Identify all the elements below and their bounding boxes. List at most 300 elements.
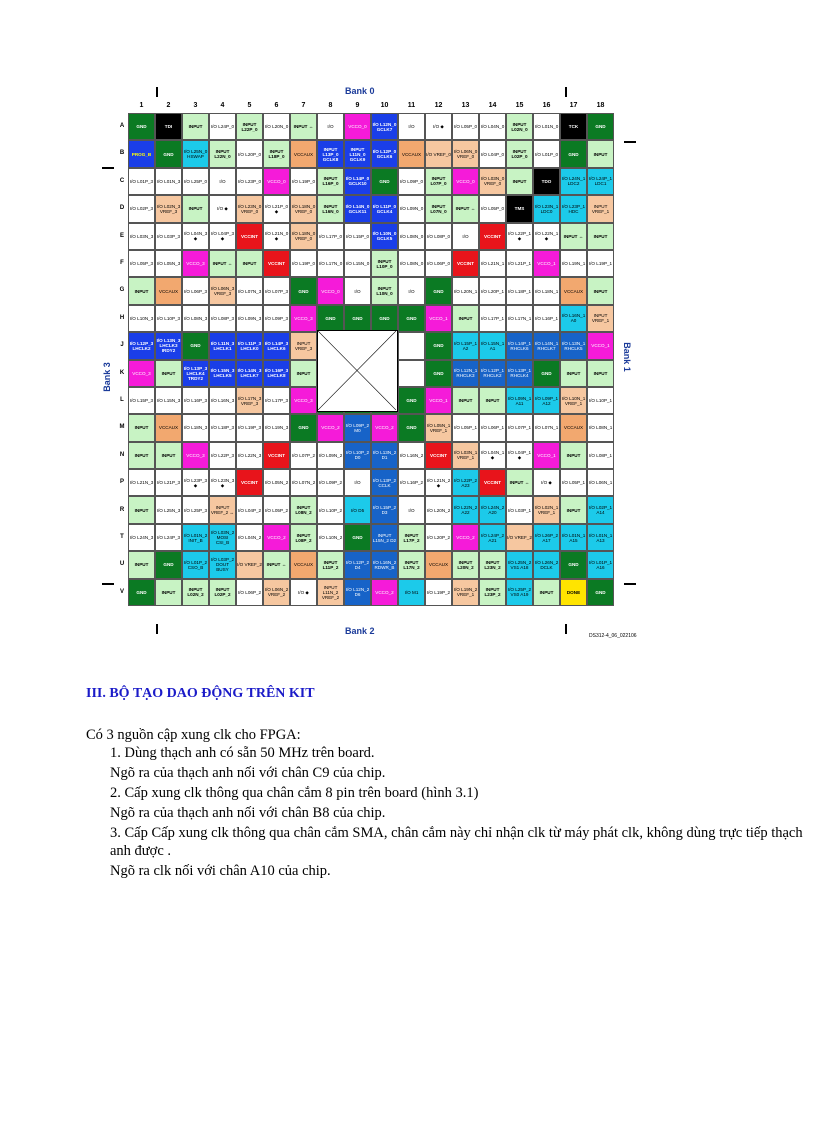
pin-cell: INPUT L13P_0 GCLK8: [317, 140, 344, 167]
pin-cell: I/O L18N_3: [182, 414, 209, 441]
pin-cell: VCCINT: [236, 469, 263, 496]
pin-cell: INPUT L07N_0: [425, 195, 452, 222]
pin-cell: GND: [398, 305, 425, 332]
center-x-lines: [318, 331, 396, 410]
pin-cell: I/O L05N_3: [155, 250, 182, 277]
pin-cell: I/O L24P_3: [155, 524, 182, 551]
pin-cell: I/O L02P_3: [128, 195, 155, 222]
pin-cell: I/O L25P_3: [182, 496, 209, 523]
pin-cell: VCCAUX: [425, 551, 452, 578]
pin-cell: I/O L23N_0 VREF_0: [236, 195, 263, 222]
pin-cell: I/O L15P_2 D3: [371, 496, 398, 523]
pin-cell: I/O L21P_1: [506, 250, 533, 277]
pin-cell: I/O L12P_2 D4: [344, 551, 371, 578]
row-letter: L: [120, 397, 124, 403]
pin-cell: INPUT L16P_0: [317, 168, 344, 195]
pin-cell: GND: [371, 168, 398, 195]
pin-cell: I/O L25N_2 VS1 A18: [506, 551, 533, 578]
pin-cell: INPUT ↔: [452, 195, 479, 222]
list-item-2: 2. Cấp xung clk thông qua chân cắm 8 pin trên board (hình 3.1): [110, 785, 479, 801]
row-letter: D: [119, 205, 125, 212]
pin-cell: I/O L06P_0: [425, 250, 452, 277]
pin-cell: INPUT L22P_0: [236, 113, 263, 140]
row-letter: M: [119, 424, 125, 431]
pin-cell: INPUT VREF_1: [587, 305, 614, 332]
row-letter: U: [119, 561, 125, 568]
list-item-3-note: Ngõ ra clk nối với chân A10 của chip.: [110, 863, 331, 879]
pin-cell: I/O L21N_3: [128, 469, 155, 496]
bank-1-label: Bank 1: [621, 342, 632, 372]
pin-cell: I/O L21P_3: [155, 469, 182, 496]
pin-cell: VCCINT: [425, 442, 452, 469]
pin-cell: I/O L09N_1 A11: [506, 387, 533, 414]
pin-cell: I/O L06P_3: [182, 277, 209, 304]
column-number: 7: [301, 102, 306, 109]
pin-cell: I/O L24N_3: [128, 524, 155, 551]
row-letter: K: [119, 369, 125, 376]
pin-cell: I/O L20N_2: [425, 496, 452, 523]
pin-cell: I/O L12N_2 D6: [344, 579, 371, 606]
bank-3-label: Bank 3: [101, 362, 112, 392]
pin-cell: INPUT L17P_2: [398, 524, 425, 551]
tick-mark: [624, 141, 636, 143]
column-number: 15: [515, 102, 524, 109]
pin-cell: I/O L20N_0: [263, 113, 290, 140]
pin-cell: INPUT: [479, 387, 506, 414]
pin-cell: I/O L14P_0 GCLK10: [344, 168, 371, 195]
pin-cell: I/O L07P_2: [290, 442, 317, 469]
pin-cell: INPUT: [128, 551, 155, 578]
pin-cell: TMS: [506, 195, 533, 222]
pin-cell: INPUT: [128, 414, 155, 441]
pin-cell: I/O L19P_3: [236, 414, 263, 441]
pin-cell: VCCINT: [236, 223, 263, 250]
pin-cell: INPUT L22N_0: [209, 140, 236, 167]
pin-cell: I/O L08P_1: [587, 442, 614, 469]
pin-cell: I/O L22N_3: [236, 442, 263, 469]
pin-cell: I/O L23N_1 LDC0: [533, 195, 560, 222]
pin-cell: I/O L01N_2 INIT_B: [182, 524, 209, 551]
pin-cell: GND: [290, 277, 317, 304]
pin-cell: INPUT L10N_0: [371, 277, 398, 304]
intro-text: Có 3 nguồn cập xung clk cho FPGA:: [86, 727, 301, 743]
pin-cell: I/O L06N_3 VREF_3: [209, 277, 236, 304]
pin-cell: GND: [182, 332, 209, 359]
pin-cell: VCCO_1: [533, 442, 560, 469]
pin-cell: I/O L03P_1: [506, 496, 533, 523]
pin-cell: INPUT L11P_2: [317, 551, 344, 578]
pin-cell: INPUT ↔: [290, 113, 317, 140]
pin-cell: I/O L03P_3: [155, 223, 182, 250]
pin-cell: I/O L04N_1 ◆: [479, 442, 506, 469]
column-number: 4: [220, 102, 225, 109]
pin-cell: GND: [398, 414, 425, 441]
pin-cell: I/O L25P_0: [182, 168, 209, 195]
pin-cell: I/O L05N_2: [263, 469, 290, 496]
pin-cell: I/O L23P_0: [236, 168, 263, 195]
pin-cell: I/O L10P_3: [155, 305, 182, 332]
pin-cell: I/O L02P_1 A14: [587, 496, 614, 523]
pin-cell: I/O L09P_0: [398, 168, 425, 195]
pin-cell: I/O L07N_1: [533, 414, 560, 441]
pin-cell: INPUT: [587, 277, 614, 304]
pin-cell: I/O L09P_2: [317, 469, 344, 496]
pin-cell: I/O L11P_0 GCLK4: [371, 195, 398, 222]
pin-cell: I/O L04N_3 ◆: [182, 223, 209, 250]
pin-cell: I/O L06N_1: [587, 469, 614, 496]
pin-cell: I/O L25P_2 VS0 A19: [506, 579, 533, 606]
pin-cell: I/O L17P_0: [317, 223, 344, 250]
row-letter: A: [119, 123, 125, 129]
pin-cell: GND: [587, 579, 614, 606]
pin-cell: I/O L21N_0 ◆: [263, 223, 290, 250]
pin-cell: I/O L16P_3 LHCLK8: [263, 360, 290, 387]
pin-cell: VCCO_0: [263, 168, 290, 195]
pin-cell: I/O L14N_3 LHCLK7: [236, 360, 263, 387]
pin-cell: I/O L06N_2 VREF_2: [263, 579, 290, 606]
pin-cell: VCCINT: [263, 442, 290, 469]
pin-cell: I/O L11P_3 LHCLK0: [236, 332, 263, 359]
pin-cell: I/O L19P_2: [425, 579, 452, 606]
pin-cell: I/O L08P_3: [209, 305, 236, 332]
pin-cell: INPUT L02P_0: [506, 140, 533, 167]
pin-cell: I/O L05P_3: [128, 250, 155, 277]
pin-cell: INPUT: [587, 140, 614, 167]
tick-mark: [102, 167, 114, 169]
pin-cell: I/O L08N_1: [587, 414, 614, 441]
pin-cell: I/O L17P_3: [263, 387, 290, 414]
pin-cell: I/O L18N_1: [533, 277, 560, 304]
pin-cell: I/O L07N_2: [290, 469, 317, 496]
pin-cell: VCCO_2: [371, 579, 398, 606]
list-item-1: 1. Dùng thạch anh có sẵn 50 MHz trên board.: [110, 745, 375, 761]
column-number: 2: [166, 102, 171, 109]
row-letter: N: [119, 451, 125, 458]
pin-cell: INPUT L20N_2: [452, 551, 479, 578]
pin-cell: VCCO_3: [290, 305, 317, 332]
pin-cell: INPUT L15N_2 D2: [371, 524, 398, 551]
pin-cell: I/O L01P_0: [533, 140, 560, 167]
pin-cell: I/O L08N_0: [398, 250, 425, 277]
pin-cell: I/O L03N_2 MOSI CSI_B: [209, 524, 236, 551]
column-number: 10: [380, 102, 389, 109]
pin-cell: I/O L21N_2 ◆: [425, 469, 452, 496]
pin-cell: INPUT L10P_0: [371, 250, 398, 277]
pin-cell: I/O L24P_0: [209, 113, 236, 140]
pin-cell: INPUT: [155, 442, 182, 469]
pin-cell: I/O ◆: [290, 579, 317, 606]
pin-cell: INPUT: [182, 113, 209, 140]
pin-cell: I/O L05N_1 VREF_1: [425, 414, 452, 441]
pin-cell: I/O L09P_3: [263, 305, 290, 332]
pin-cell: I/O L09N_0: [398, 195, 425, 222]
pin-cell: I/O L04N_2: [236, 524, 263, 551]
pin-cell: I/O L17N_0: [317, 250, 344, 277]
tick-mark: [565, 624, 567, 634]
pin-cell: I/O L18N_0 VREF_0: [290, 223, 317, 250]
pin-cell: I/O L25N_3: [155, 496, 182, 523]
pin-cell: I/O L22N_2 A22: [452, 496, 479, 523]
pin-cell: I/O L22P_1 ◆: [506, 223, 533, 250]
pin-cell: GND: [317, 305, 344, 332]
pin-cell: I/O L08N_0: [398, 223, 425, 250]
pin-cell: I/O L24N_1 LDC2: [560, 168, 587, 195]
pin-cell: I/O L21N_1: [479, 250, 506, 277]
pin-cell: VCCAUX: [560, 277, 587, 304]
pin-cell: I/O ◆: [425, 113, 452, 140]
pin-cell: I/O L04P_1 ◆: [506, 442, 533, 469]
row-letter: C: [119, 177, 125, 184]
pin-cell: I/O L06N_0 VREF_0: [452, 140, 479, 167]
pin-cell: INPUT L02P_2: [209, 579, 236, 606]
pin-cell: I/O L20P_0: [236, 140, 263, 167]
pin-cell: INPUT L11N_0 GCLK9: [344, 140, 371, 167]
pin-cell: I/O L16N_2 RDWR_B: [371, 551, 398, 578]
pin-cell: I/O: [344, 277, 371, 304]
pin-cell: I/O: [452, 223, 479, 250]
pin-cell: I/O L12P_0 GCLK6: [371, 140, 398, 167]
pin-cell: VCCAUX: [155, 414, 182, 441]
pin-cell: I/O L09N_2: [317, 442, 344, 469]
pin-cell: I/O L12P_3 LHCLK2: [128, 332, 155, 359]
tick-mark: [156, 624, 158, 634]
pin-cell: VCCINT: [479, 469, 506, 496]
column-number: 1: [139, 102, 144, 109]
list-item-1-note: Ngõ ra của thạch anh nối với chân C9 của chip.: [110, 765, 386, 781]
pin-cell: [398, 360, 425, 387]
pin-cell: I/O L05P_0: [479, 195, 506, 222]
pin-cell: VCCAUX: [398, 140, 425, 167]
pin-cell: I/O L10N_3: [128, 305, 155, 332]
row-letter: B: [119, 150, 125, 157]
row-letter: V: [119, 588, 124, 595]
pin-cell: VCCO_3: [128, 360, 155, 387]
pin-cell: I/O L09P_2 M0: [344, 414, 371, 441]
list-item-3: 3. Cấp Cấp xung clk thông qua chân cắm SMA, chân cắm này chỉ nhận clk từ máy phát clk, không dùng trực tiếp thạch anh được .: [110, 825, 803, 859]
column-number: 3: [193, 102, 198, 109]
pin-cell: INPUT ↔: [560, 223, 587, 250]
pin-cell: INPUT: [128, 277, 155, 304]
pin-cell: I/O L03N_1 VREF_1: [452, 442, 479, 469]
pin-cell: I/O L10N_2: [317, 524, 344, 551]
pin-cell: I/O L16N_2: [398, 442, 425, 469]
pin-cell: VCCO_1: [587, 332, 614, 359]
pin-cell: VCCO_0: [344, 113, 371, 140]
pin-cell: I/O: [209, 168, 236, 195]
column-number: 11: [407, 102, 416, 109]
pin-cell: I/O L15P_0: [344, 223, 371, 250]
section-heading: III. BỘ TẠO DAO ĐỘNG TRÊN KIT: [86, 686, 315, 701]
pin-cell: I/O L20P_2: [425, 524, 452, 551]
pin-cell: INPUT: [155, 360, 182, 387]
pin-cell: INPUT: [155, 579, 182, 606]
pin-cell: INPUT L23N_2: [479, 551, 506, 578]
pin-cell: I/O L26N_2 DCLK: [533, 551, 560, 578]
pin-cell: I/O L15N_3: [155, 387, 182, 414]
pin-cell: TDO: [533, 168, 560, 195]
pin-cell: I/O L13P_1 RHCLK4: [506, 360, 533, 387]
pin-cell: I/O L12P_1 RHCLK2: [479, 360, 506, 387]
column-number: 13: [461, 102, 470, 109]
pin-cell: I/O L03N_3: [128, 223, 155, 250]
pin-cell: I/O L15P_1 A2: [452, 332, 479, 359]
pin-cell: I/O VREF_0: [425, 140, 452, 167]
column-number: 6: [274, 102, 279, 109]
pin-cell: GND: [425, 277, 452, 304]
pin-cell: I/O L01P_1 A16: [587, 551, 614, 578]
pin-cell: I/O L10P_2: [317, 496, 344, 523]
pin-cell: TDI: [155, 113, 182, 140]
pin-cell: INPUT ↔: [263, 551, 290, 578]
pin-cell: I/O L19P_0: [290, 250, 317, 277]
pin-cell: GND: [344, 524, 371, 551]
bank-0-label: Bank 0: [345, 86, 375, 96]
pin-cell: VCCO_2: [317, 414, 344, 441]
pin-cell: GND: [128, 579, 155, 606]
pin-cell: I/O L22P_2 A23: [452, 469, 479, 496]
pin-cell: INPUT: [290, 360, 317, 387]
pin-cell: I/O L16P_3: [182, 387, 209, 414]
pin-cell: GND: [155, 551, 182, 578]
pin-cell: INPUT: [452, 387, 479, 414]
tick-mark: [102, 583, 114, 585]
pin-cell: I/O L18N_0 VREF_0: [290, 195, 317, 222]
pin-cell: I/O L18P_3: [209, 414, 236, 441]
row-letter: F: [120, 260, 124, 266]
pin-cell: I/O: [398, 277, 425, 304]
pin-cell: I/O L04P_3 ◆: [209, 223, 236, 250]
row-letter: T: [120, 534, 124, 540]
pin-cell: I/O L12N_1 RHCLK3: [452, 360, 479, 387]
pin-cell: I/O L09N_3: [236, 305, 263, 332]
pin-cell: TCK: [560, 113, 587, 140]
pin-cell: I/O L14P_1 RHCLK6: [506, 332, 533, 359]
pin-cell: INPUT: [506, 168, 533, 195]
pin-cell: I/O L25N_0 HSWAP: [182, 140, 209, 167]
pin-cell: I/O L05P_2: [263, 496, 290, 523]
pin-cell: DONE: [560, 579, 587, 606]
pin-cell: I/O L26P_2 A17: [533, 524, 560, 551]
pin-cell: INPUT L17N_2: [398, 551, 425, 578]
column-number: 9: [355, 102, 360, 109]
pin-cell: I/O L10N_1 VREF_1: [560, 387, 587, 414]
pin-cell: I/O L14N_1 RHCLK7: [533, 332, 560, 359]
pin-cell: I/O L23P_3 ◆: [182, 469, 209, 496]
pin-cell: I/O L03N_0 VREF_0: [479, 168, 506, 195]
pin-cell: I/O L07P_3: [263, 277, 290, 304]
center-x-box: [317, 330, 398, 412]
pin-cell: VCCO_2: [452, 524, 479, 551]
pin-cell: I/O ◆: [533, 469, 560, 496]
pin-cell: I/O: [344, 469, 371, 496]
pin-cell: VCCO_1: [533, 250, 560, 277]
pin-cell: INPUT: [587, 223, 614, 250]
pin-cell: I/O L13P_2 CCLK: [371, 469, 398, 496]
pin-cell: VCCO_3: [182, 442, 209, 469]
pin-cell: INPUT: [236, 250, 263, 277]
pin-cell: INPUT VREF_2 ↔: [209, 496, 236, 523]
pin-cell: I/O VREF_2: [506, 524, 533, 551]
pin-cell: I/O L07N_3: [236, 277, 263, 304]
pin-cell: INPUT L18P_0: [263, 140, 290, 167]
pin-cell: I/O L24N_2 A20: [479, 496, 506, 523]
pin-cell: I/O L19P_1: [587, 250, 614, 277]
column-number: 18: [596, 102, 605, 109]
pin-cell: INPUT L16N_0: [317, 195, 344, 222]
pin-cell: INPUT: [128, 496, 155, 523]
pin-cell: I/O L14P_3 LHCLK6: [263, 332, 290, 359]
pin-cell: I/O L20P_1: [479, 277, 506, 304]
pin-cell: I/O L05P_0: [452, 113, 479, 140]
pin-cell: I/O L16P_2: [398, 469, 425, 496]
pin-cell: I/O L16P_1: [533, 305, 560, 332]
pin-cell: I/O L06P_2: [236, 579, 263, 606]
pin-cell: I/O L19P_0: [290, 168, 317, 195]
pin-cell: VCCO_0: [452, 168, 479, 195]
pin-cell: I/O L04N_0: [479, 113, 506, 140]
pin-cell: VCCAUX: [155, 277, 182, 304]
pin-cell: I/O L06P_1: [479, 414, 506, 441]
pin-cell: I/O L10N_0 GCLK5: [371, 223, 398, 250]
tick-mark: [624, 583, 636, 585]
pin-cell: I/O L01P_3: [128, 168, 155, 195]
pin-cell: VCCO_1: [425, 387, 452, 414]
pin-cell: GND: [533, 360, 560, 387]
pin-cell: VCCO_2: [371, 414, 398, 441]
pin-cell: INPUT: [533, 579, 560, 606]
pin-cell: I/O: [398, 496, 425, 523]
pin-cell: VCCINT: [479, 223, 506, 250]
row-letter: G: [119, 287, 125, 294]
pin-cell: VCCAUX: [290, 140, 317, 167]
pin-cell: VCCO_3: [290, 387, 317, 414]
column-number: 8: [328, 102, 333, 109]
pin-cell: I/O L05P_1: [452, 414, 479, 441]
pin-cell: GND: [344, 305, 371, 332]
pin-cell: VCCO_0: [317, 277, 344, 304]
row-letter: H: [119, 314, 125, 321]
pin-cell: I/O L03P_2 DOUT BUSY: [209, 551, 236, 578]
pin-cell: I/O L12N_0 GCLK7: [371, 113, 398, 140]
pin-cell: GND: [128, 113, 155, 140]
pin-cell: I/O L13N_1 RHCLK5: [560, 332, 587, 359]
pin-cell: I/O L15N_0: [344, 250, 371, 277]
pin-cell: I/O L17P_1: [479, 305, 506, 332]
column-number: 12: [434, 102, 443, 109]
pin-cell: I/O VREF_2: [236, 551, 263, 578]
figure-caption: DS312-4_06_022106: [589, 633, 637, 639]
pin-cell: INPUT L08P_2: [290, 524, 317, 551]
pin-cell: VCCO_3: [182, 250, 209, 277]
pin-cell: INPUT VREF_3: [290, 332, 317, 359]
column-number: 16: [542, 102, 551, 109]
pin-cell: I/O L11N_3 LHCLK1: [209, 332, 236, 359]
pin-cell: I/O L08P_0: [425, 223, 452, 250]
pin-cell: I/O L01N_0: [533, 113, 560, 140]
row-letter: J: [120, 342, 124, 349]
pin-cell: INPUT L02N_0: [506, 113, 533, 140]
pin-cell: I/O L15N_3 LHCLK5: [209, 360, 236, 387]
column-number: 14: [488, 102, 497, 109]
pin-cell: I/O L23P_1 HDC: [560, 195, 587, 222]
pin-cell: I/O L04P_0: [479, 140, 506, 167]
pin-cell: INPUT L23P_2: [479, 579, 506, 606]
pin-cell: I/O L05P_1: [560, 469, 587, 496]
pin-cell: I/O L10P_1: [587, 387, 614, 414]
pin-cell: I/O L17N_3 VREF_3: [236, 387, 263, 414]
pin-cell: I/O L01P_2 CSO_B: [182, 551, 209, 578]
pin-cell: I/O L10P_2 D0: [344, 442, 371, 469]
